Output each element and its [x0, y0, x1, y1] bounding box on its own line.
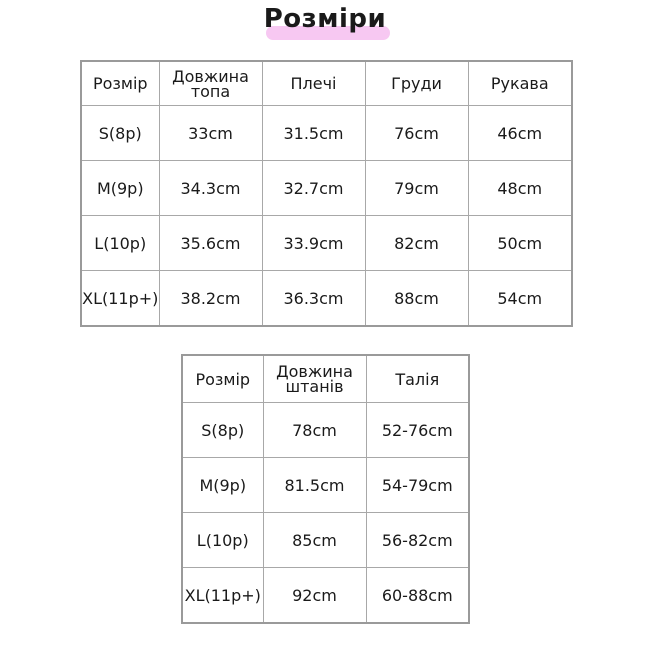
table-cell: 76cm	[365, 106, 468, 161]
table-row	[81, 271, 572, 327]
size-cell: L(10р)	[182, 513, 263, 568]
table-row	[182, 403, 469, 458]
header-cell-shoulders: Плечі	[262, 61, 365, 106]
header-cell-size: Розмір	[182, 355, 263, 403]
size-cell: M(9р)	[182, 458, 263, 513]
size-cell: L(10р)	[81, 216, 159, 271]
table-cell: 48cm	[468, 161, 572, 216]
table-cell: 38.2cm	[159, 271, 262, 327]
header-cell-waist: Талія	[366, 355, 469, 403]
table-cell: 92cm	[263, 568, 366, 624]
table-cell: 52-76cm	[366, 403, 469, 458]
size-cell: S(8р)	[81, 106, 159, 161]
table-row	[81, 106, 572, 161]
header-cell-pants-length: Довжина штанів	[263, 355, 366, 403]
table-cell: 34.3cm	[159, 161, 262, 216]
table-header-row	[81, 61, 572, 106]
table-cell: 32.7cm	[262, 161, 365, 216]
pants-size-table	[181, 354, 470, 624]
header-cell-chest: Груди	[365, 61, 468, 106]
table-cell: 31.5cm	[262, 106, 365, 161]
size-cell: M(9р)	[81, 161, 159, 216]
table-cell: 78cm	[263, 403, 366, 458]
table-row	[81, 161, 572, 216]
table-row	[182, 513, 469, 568]
top-size-table	[80, 60, 573, 327]
size-cell: XL(11р+)	[81, 271, 159, 327]
table-cell: 88cm	[365, 271, 468, 327]
table-header-row	[182, 355, 469, 403]
title-area	[0, 4, 650, 44]
table-cell: 33cm	[159, 106, 262, 161]
header-cell-size: Розмір	[81, 61, 159, 106]
page-title: Розміри	[263, 4, 387, 34]
size-cell: XL(11р+)	[182, 568, 263, 624]
table-cell: 33.9cm	[262, 216, 365, 271]
table-cell: 54cm	[468, 271, 572, 327]
table-cell: 85cm	[263, 513, 366, 568]
header-cell-top-length: Довжина топа	[159, 61, 262, 106]
table-cell: 82cm	[365, 216, 468, 271]
table-cell: 60-88cm	[366, 568, 469, 624]
table-cell: 54-79cm	[366, 458, 469, 513]
table-row	[182, 458, 469, 513]
size-cell: S(8р)	[182, 403, 263, 458]
table-cell: 81.5cm	[263, 458, 366, 513]
table-row	[182, 568, 469, 624]
table-cell: 36.3cm	[262, 271, 365, 327]
header-cell-sleeves: Рукава	[468, 61, 572, 106]
table-row	[81, 216, 572, 271]
table-cell: 56-82cm	[366, 513, 469, 568]
table-cell: 79cm	[365, 161, 468, 216]
table-cell: 50cm	[468, 216, 572, 271]
table-cell: 46cm	[468, 106, 572, 161]
table-cell: 35.6cm	[159, 216, 262, 271]
